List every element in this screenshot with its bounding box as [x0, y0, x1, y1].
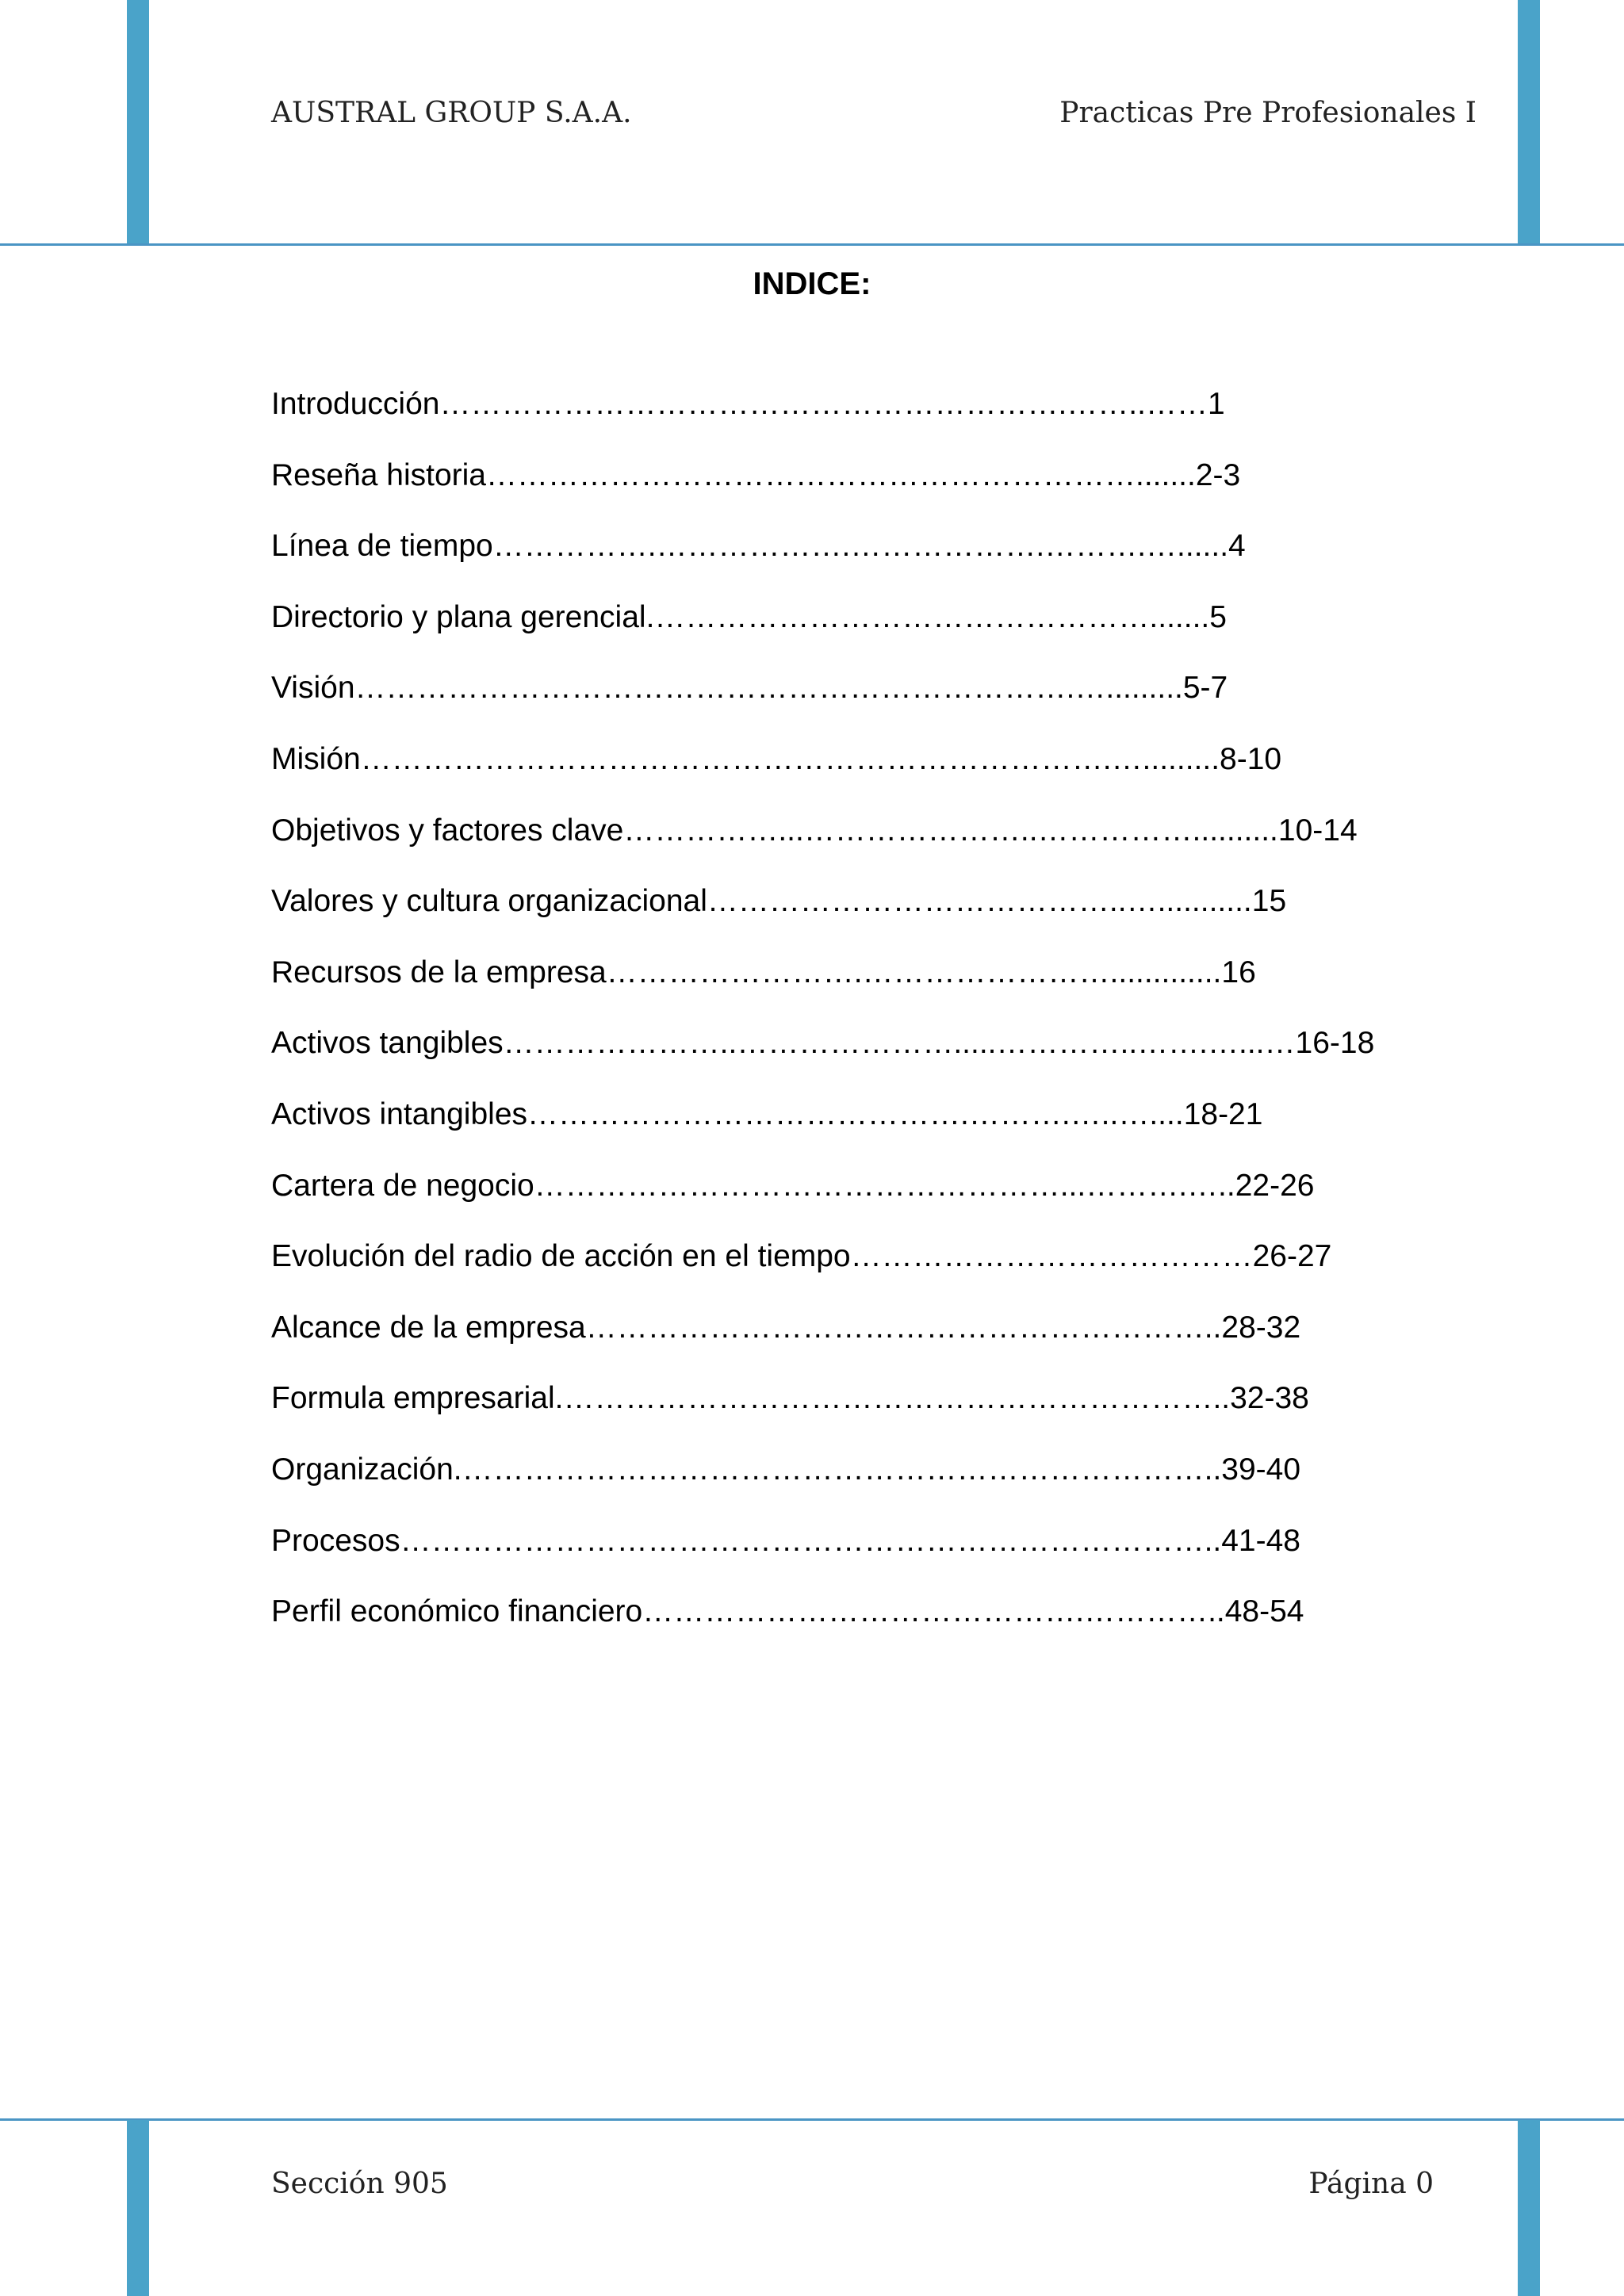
toc-entry: Activos intangibles…………………………………….……….…..…....18-21 [271, 1096, 1263, 1131]
toc-entry: Recursos de la empresa…………………….…………………….............16 [271, 955, 1256, 989]
header-left-bar [127, 0, 149, 246]
toc-entry: Valores y cultura organizacional…………………………………..…...........15 [271, 884, 1287, 919]
footer-rule [0, 2118, 1624, 2121]
toc-entry: Procesos……………………………………………………………………..41-48 [271, 1523, 1300, 1558]
header-rule [0, 243, 1624, 246]
table-of-contents [271, 382, 1374, 1661]
toc-entry: Activos tangibles…………………..………………….....…………..…….…...…16-18 [271, 1026, 1375, 1061]
header-right-bar [1518, 0, 1540, 246]
toc-entry: Misión……………………………………………………………….….........8-10 [271, 741, 1282, 776]
footer-right-bar [1518, 2120, 1540, 2296]
footer-left-bar [127, 2120, 149, 2296]
toc-entry: Alcance de la empresa……………………………………………………..28-32 [271, 1310, 1301, 1345]
toc-entry: Cartera de negocio……………………………………………...……….…..22-26 [271, 1168, 1315, 1203]
toc-entry: Formula empresarial.………………………………………………………..32-38 [271, 1381, 1309, 1416]
footer-page-number: Página 0 [1308, 2168, 1434, 2200]
toc-entry: Objetivos y factores clave……………...…………………..……………..........10-14 [271, 813, 1358, 848]
toc-entry: Directorio y plana gerencial.………………………………………….......5 [271, 599, 1227, 634]
toc-entry: Reseña historia……………………………………………………….......2-3 [271, 457, 1241, 492]
toc-entry: Visión…………………………………………………………….….........5-7 [271, 671, 1228, 706]
toc-entry: Organización.………………………………………………………………..39-40 [271, 1452, 1301, 1487]
toc-entry: Línea de tiempo…………….……………….……………….……….…......4 [271, 529, 1246, 564]
toc-entry: Evolución del radio de acción en el tiempo…………………………………26-27 [271, 1239, 1332, 1274]
toc-entry: Perfil económico financiero…………………………………….…………..48-54 [271, 1594, 1304, 1629]
toc-entry: Introducción…………………………………………………….……..……1 [271, 387, 1225, 421]
header-document-subject: Practicas Pre Profesionales I [1059, 97, 1477, 129]
page-title: INDICE: [753, 266, 871, 301]
footer-section: Sección 905 [271, 2168, 448, 2200]
header-company-name: AUSTRAL GROUP S.A.A. [271, 97, 632, 129]
